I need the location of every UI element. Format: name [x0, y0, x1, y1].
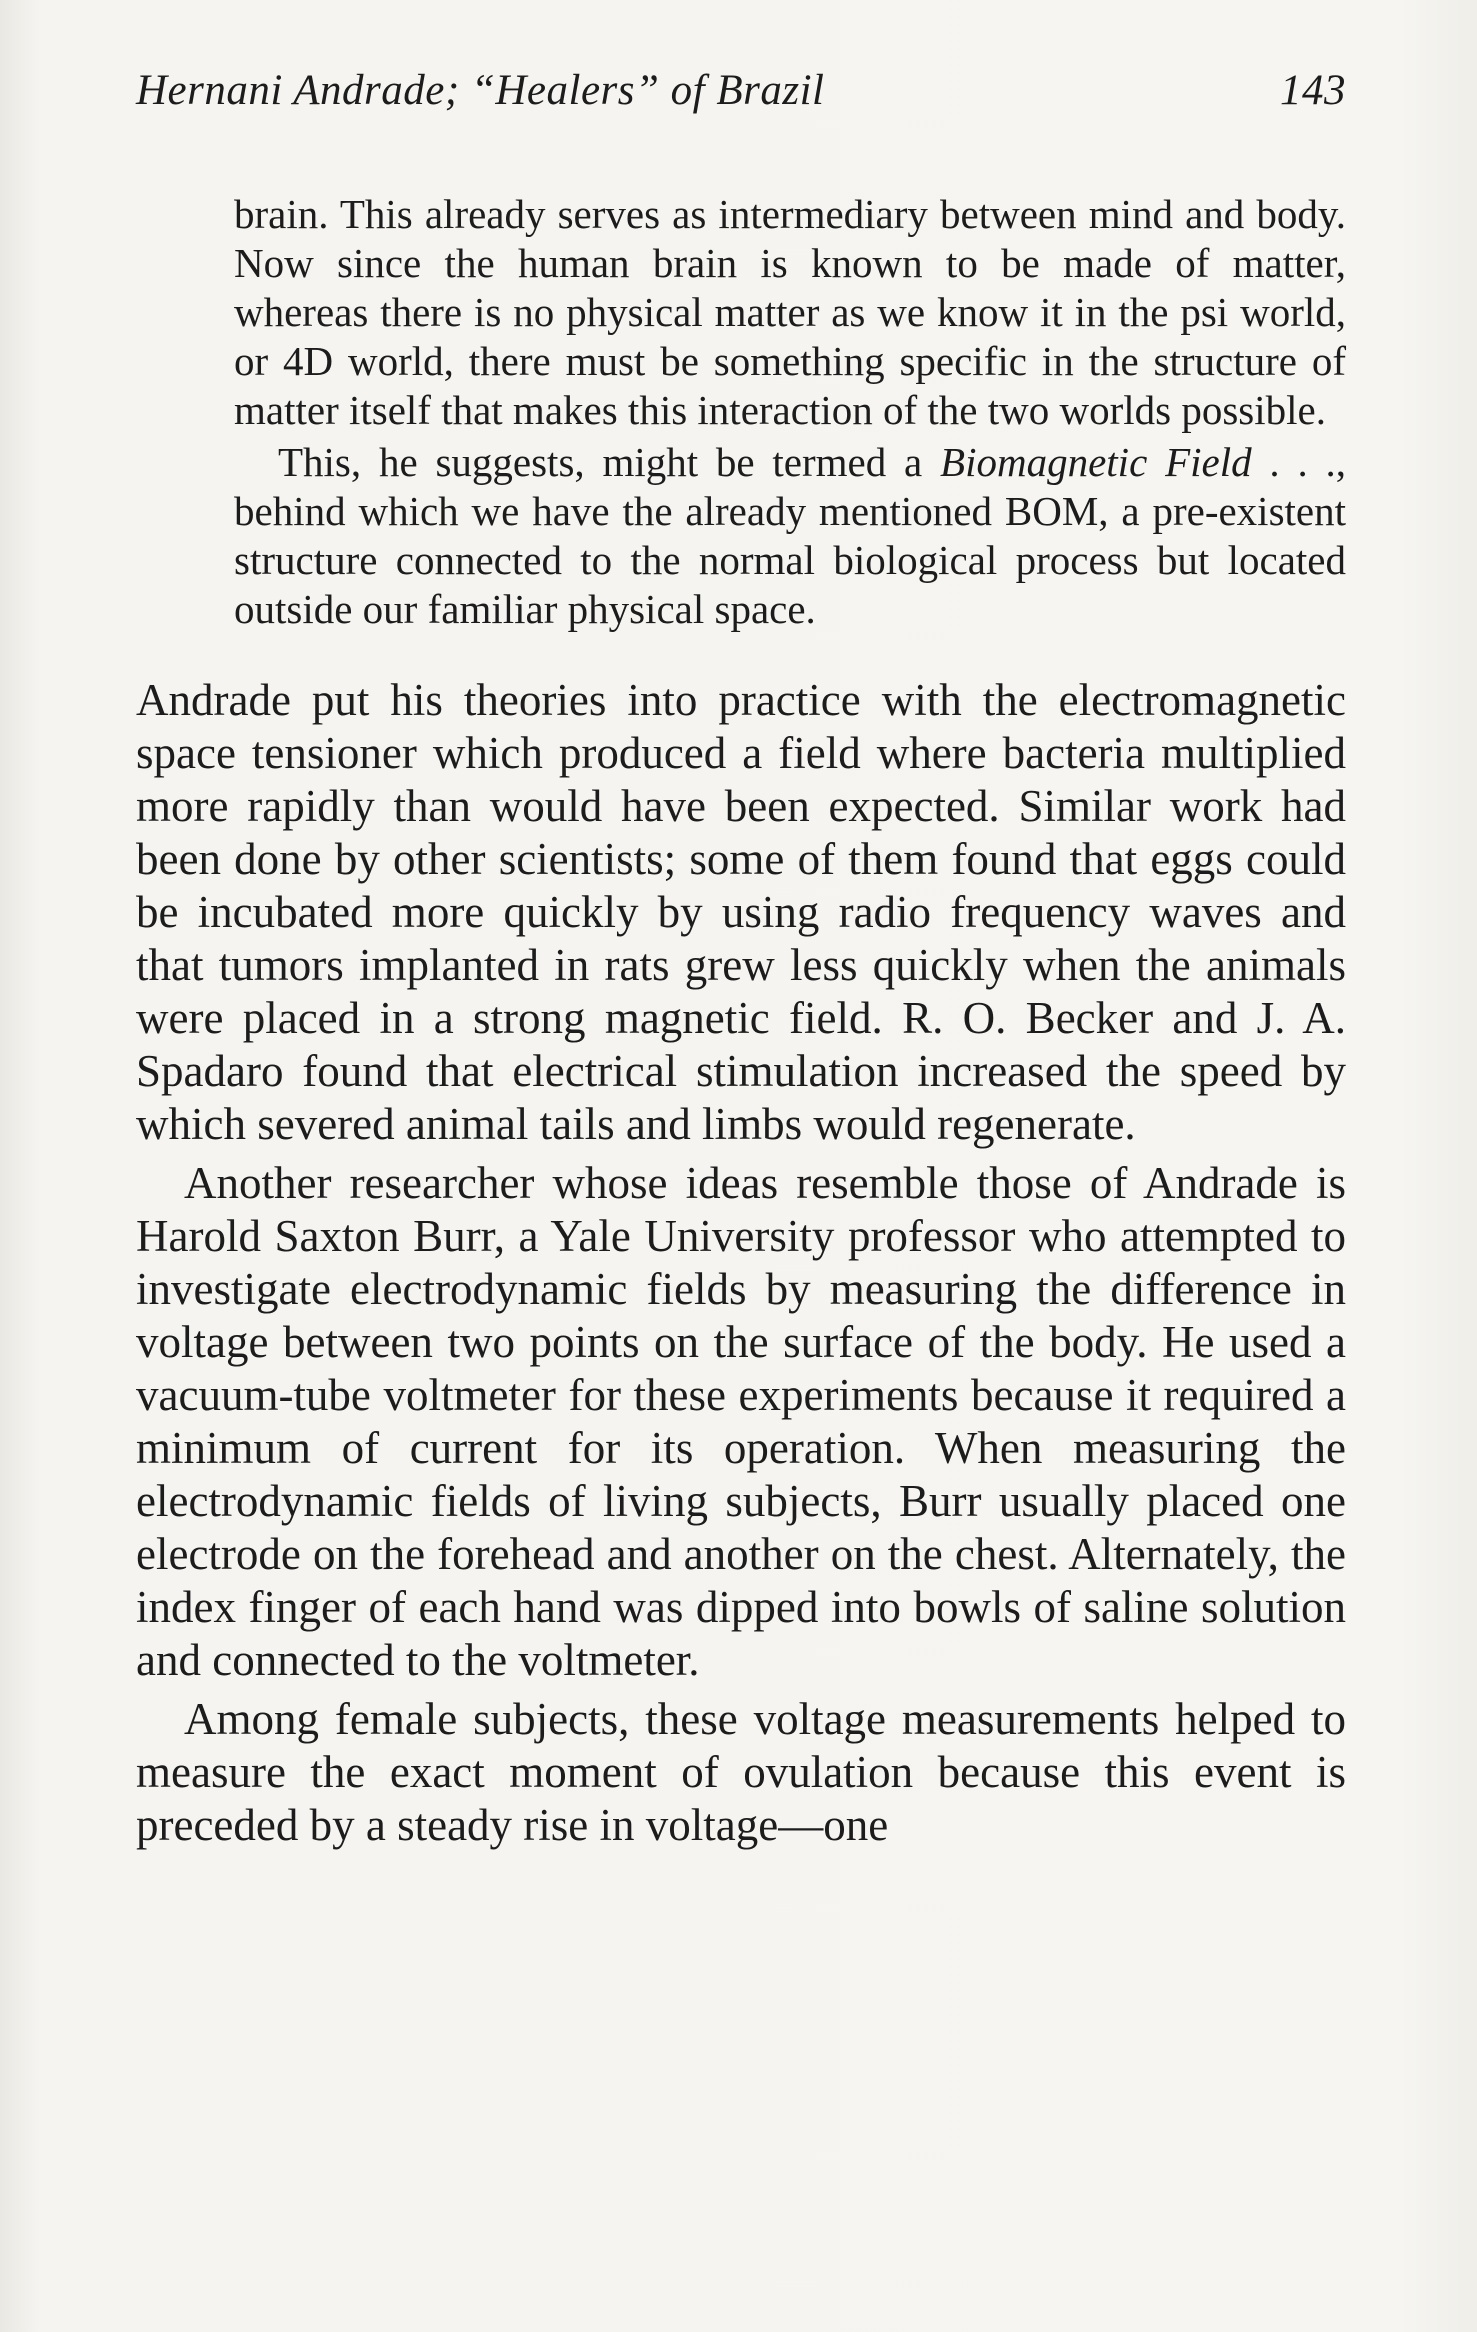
- quote-paragraph-2: [234, 438, 1346, 634]
- quote-paragraph-2-start: This, he suggests, might be termed a: [278, 439, 941, 485]
- body-paragraph-3: Among female subjects, these voltage measurements helped to measure the exact moment of ovulation because this event is preceded by a steady rise in voltage—one: [136, 1694, 1346, 1850]
- body-paragraph-2: Another researcher whose ideas resemble those of Andrade is Harold Saxton Burr, a Yale University professor who attempted to investigate electrodynamic fields by measuring the difference in voltage between two points on the surface of the body. He used a vacuum-tube voltmeter for these experiments because it required a minimum of current for its operation. When measuring the electrodynamic fields of living subjects, Burr usually placed one electrode on the forehead and another on the chest. Alternately, the index finger of each hand was dipped into bowls of saline solution and connected to the voltmeter.: [136, 1158, 1346, 1685]
- block-quote: [234, 190, 1346, 634]
- running-title: Hernani Andrade; “Healers” of Brazil: [136, 67, 825, 114]
- page-number: 143: [1280, 67, 1346, 114]
- running-header: [136, 66, 1346, 126]
- page-body: [136, 190, 1346, 1852]
- body-paragraph-1: Andrade put his theories into practice with the electromagnetic space tensioner which produced a field where bacteria multiplied more rapidly than would have been expected. Similar work had been done by other scientists; some of them found that eggs could be incubated more quickly by using radio frequency waves and that tumors implanted in rats grew less quickly when the animals were placed in a strong magnetic field. R. O. Becker and J. A. Spadaro found that electrical stimulation increased the speed by which severed animal tails and limbs would regenerate.: [136, 675, 1346, 1149]
- quote-paragraph-1: brain. This already serves as intermediary between mind and body. Now since the human brain is known to be made of matter, whereas there is no physical matter as we know it in the psi world, or 4D world, there must be something specific in the structure of matter itself that makes this interaction of the two worlds possible.: [234, 191, 1346, 433]
- italic-term: Biomagnetic Field: [940, 439, 1252, 485]
- main-text: [136, 674, 1346, 1852]
- quote-paragraph-2-end: . . ., behind which we have the already mentioned BOM, a pre-existent structure connected to the normal biological process but located outside our familiar physical space.: [234, 439, 1346, 632]
